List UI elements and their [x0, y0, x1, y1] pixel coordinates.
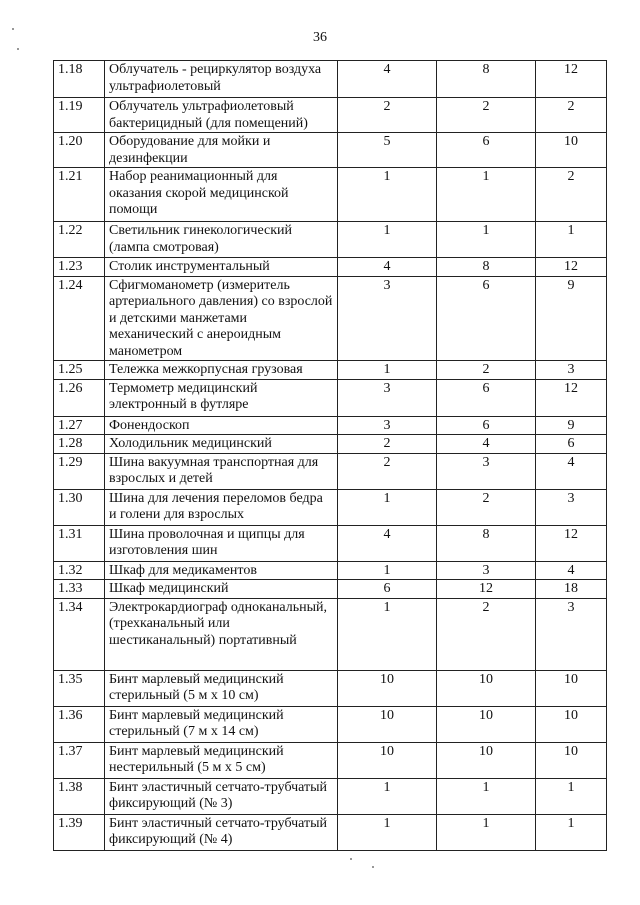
quantity-cell: 12 — [536, 258, 607, 277]
row-number: 1.28 — [54, 435, 105, 454]
quantity-cell: 10 — [536, 133, 607, 168]
scan-speck — [17, 48, 19, 50]
quantity-cell: 1 — [536, 222, 607, 258]
equipment-name: Фонендоскоп — [105, 416, 338, 435]
quantity-cell: 5 — [338, 133, 437, 168]
quantity-cell: 2 — [338, 435, 437, 454]
quantity-cell: 3 — [437, 561, 536, 580]
row-number: 1.21 — [54, 168, 105, 222]
quantity-cell: 2 — [437, 98, 536, 133]
quantity-cell: 10 — [338, 706, 437, 742]
table-row — [54, 133, 607, 168]
quantity-cell: 8 — [437, 258, 536, 277]
equipment-name: Электрокардиограф одноканальный, (трехканальный или шестиканальный) портативный — [105, 598, 338, 670]
table-row — [54, 222, 607, 258]
quantity-cell: 3 — [338, 416, 437, 435]
quantity-cell: 12 — [536, 525, 607, 561]
quantity-cell: 4 — [338, 258, 437, 277]
row-number: 1.33 — [54, 580, 105, 599]
row-number: 1.19 — [54, 98, 105, 133]
quantity-cell: 3 — [536, 598, 607, 670]
table-row — [54, 361, 607, 380]
equipment-name: Шина для лечения переломов бедра и голени для взрослых — [105, 489, 338, 525]
equipment-name: Светильник гинекологический (лампа смотровая) — [105, 222, 338, 258]
quantity-cell: 1 — [437, 778, 536, 814]
quantity-cell: 4 — [338, 525, 437, 561]
quantity-cell: 10 — [338, 670, 437, 706]
row-number: 1.23 — [54, 258, 105, 277]
quantity-cell: 2 — [338, 453, 437, 489]
table-row — [54, 742, 607, 778]
equipment-name: Набор реанимационный для оказания скорой медицинской помощи — [105, 168, 338, 222]
equipment-name: Тележка межкорпусная грузовая — [105, 361, 338, 380]
table-row — [54, 598, 607, 670]
row-number: 1.25 — [54, 361, 105, 380]
table-row — [54, 61, 607, 98]
quantity-cell: 10 — [338, 742, 437, 778]
table-row — [54, 276, 607, 361]
equipment-name: Облучатель - рециркулятор воздуха ультрафиолетовый — [105, 61, 338, 98]
quantity-cell: 1 — [338, 561, 437, 580]
quantity-cell: 1 — [338, 598, 437, 670]
table-row — [54, 379, 607, 416]
quantity-cell: 1 — [338, 814, 437, 850]
equipment-name: Термометр медицинский электронный в футляре — [105, 379, 338, 416]
quantity-cell: 6 — [536, 435, 607, 454]
equipment-table-body — [54, 61, 607, 851]
quantity-cell: 6 — [338, 580, 437, 599]
equipment-name: Бинт марлевый медицинский нестерильный (5 м х 5 см) — [105, 742, 338, 778]
quantity-cell: 1 — [338, 778, 437, 814]
quantity-cell: 6 — [437, 276, 536, 361]
quantity-cell: 3 — [536, 489, 607, 525]
row-number: 1.27 — [54, 416, 105, 435]
quantity-cell: 18 — [536, 580, 607, 599]
quantity-cell: 10 — [536, 706, 607, 742]
table-row — [54, 561, 607, 580]
scan-speck — [350, 858, 352, 860]
quantity-cell: 8 — [437, 61, 536, 98]
row-number: 1.38 — [54, 778, 105, 814]
row-number: 1.20 — [54, 133, 105, 168]
equipment-name: Оборудование для мойки и дезинфекции — [105, 133, 338, 168]
table-row — [54, 168, 607, 222]
table-row — [54, 98, 607, 133]
quantity-cell: 4 — [536, 453, 607, 489]
table-row — [54, 525, 607, 561]
equipment-name: Шина вакуумная транспортная для взрослых и детей — [105, 453, 338, 489]
quantity-cell: 8 — [437, 525, 536, 561]
row-number: 1.32 — [54, 561, 105, 580]
row-number: 1.35 — [54, 670, 105, 706]
row-number: 1.39 — [54, 814, 105, 850]
table-row — [54, 670, 607, 706]
row-number: 1.34 — [54, 598, 105, 670]
quantity-cell: 1 — [437, 168, 536, 222]
equipment-name: Сфигмоманометр (измеритель артериального давления) со взрослой и детскими манжетами механический с анероидным манометром — [105, 276, 338, 361]
quantity-cell: 9 — [536, 416, 607, 435]
quantity-cell: 4 — [536, 561, 607, 580]
equipment-name: Бинт марлевый медицинский стерильный (5 м х 10 см) — [105, 670, 338, 706]
quantity-cell: 1 — [437, 222, 536, 258]
scan-speck — [12, 28, 14, 30]
row-number: 1.36 — [54, 706, 105, 742]
quantity-cell: 4 — [338, 61, 437, 98]
quantity-cell: 9 — [536, 276, 607, 361]
page-number: 36 — [313, 30, 327, 45]
quantity-cell: 1 — [536, 814, 607, 850]
table-row — [54, 580, 607, 599]
quantity-cell: 10 — [437, 706, 536, 742]
quantity-cell: 1 — [338, 361, 437, 380]
quantity-cell: 2 — [437, 361, 536, 380]
quantity-cell: 2 — [536, 168, 607, 222]
quantity-cell: 10 — [437, 670, 536, 706]
quantity-cell: 1 — [338, 222, 437, 258]
equipment-name: Шина проволочная и щипцы для изготовления шин — [105, 525, 338, 561]
equipment-table — [53, 60, 607, 851]
quantity-cell: 1 — [338, 168, 437, 222]
quantity-cell: 6 — [437, 416, 536, 435]
quantity-cell: 10 — [437, 742, 536, 778]
table-row — [54, 435, 607, 454]
quantity-cell: 3 — [437, 453, 536, 489]
quantity-cell: 10 — [536, 670, 607, 706]
quantity-cell: 3 — [536, 361, 607, 380]
quantity-cell: 12 — [536, 379, 607, 416]
quantity-cell: 2 — [437, 598, 536, 670]
equipment-name: Облучатель ультрафиолетовый бактерицидный (для помещений) — [105, 98, 338, 133]
table-row — [54, 416, 607, 435]
equipment-name: Бинт эластичный сетчато-трубчатый фиксирующий (№ 3) — [105, 778, 338, 814]
quantity-cell: 6 — [437, 133, 536, 168]
quantity-cell: 1 — [338, 489, 437, 525]
quantity-cell: 3 — [338, 276, 437, 361]
quantity-cell: 2 — [536, 98, 607, 133]
quantity-cell: 1 — [437, 814, 536, 850]
scan-speck — [372, 866, 374, 868]
table-row — [54, 489, 607, 525]
row-number: 1.26 — [54, 379, 105, 416]
equipment-name: Столик инструментальный — [105, 258, 338, 277]
quantity-cell: 12 — [536, 61, 607, 98]
table-row — [54, 258, 607, 277]
row-number: 1.29 — [54, 453, 105, 489]
table-row — [54, 778, 607, 814]
row-number: 1.22 — [54, 222, 105, 258]
quantity-cell: 2 — [437, 489, 536, 525]
quantity-cell: 10 — [536, 742, 607, 778]
equipment-name: Шкаф для медикаментов — [105, 561, 338, 580]
equipment-name: Бинт марлевый медицинский стерильный (7 м х 14 см) — [105, 706, 338, 742]
row-number: 1.37 — [54, 742, 105, 778]
row-number: 1.31 — [54, 525, 105, 561]
equipment-name: Шкаф медицинский — [105, 580, 338, 599]
row-number: 1.24 — [54, 276, 105, 361]
quantity-cell: 6 — [437, 379, 536, 416]
quantity-cell: 1 — [536, 778, 607, 814]
row-number: 1.18 — [54, 61, 105, 98]
quantity-cell: 3 — [338, 379, 437, 416]
equipment-name: Холодильник медицинский — [105, 435, 338, 454]
table-row — [54, 814, 607, 850]
row-number: 1.30 — [54, 489, 105, 525]
quantity-cell: 12 — [437, 580, 536, 599]
quantity-cell: 4 — [437, 435, 536, 454]
table-row — [54, 453, 607, 489]
quantity-cell: 2 — [338, 98, 437, 133]
table-row — [54, 706, 607, 742]
equipment-name: Бинт эластичный сетчато-трубчатый фиксирующий (№ 4) — [105, 814, 338, 850]
